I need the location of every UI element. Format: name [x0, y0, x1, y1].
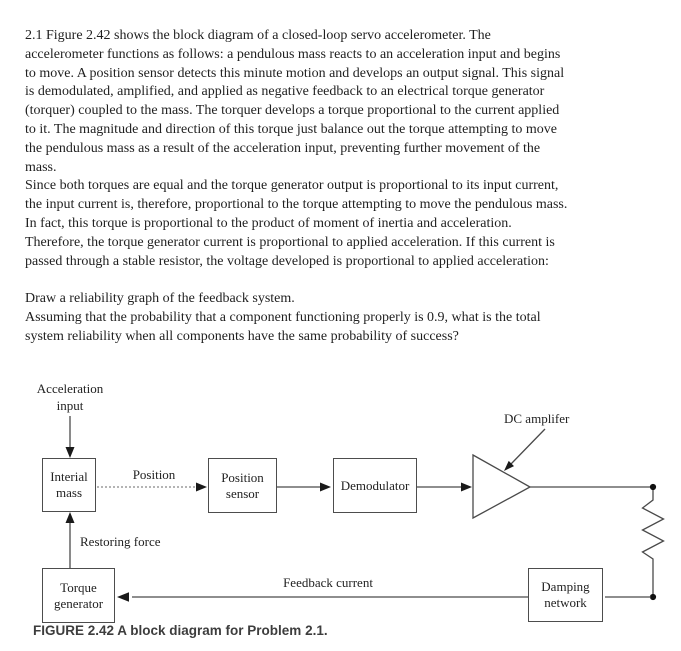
- text-line: mass.: [25, 159, 57, 175]
- text-line: In fact, this torque is proportional to the product of moment of inertia and acceleration.: [25, 215, 512, 231]
- label-line: Acceleration: [36, 381, 104, 396]
- text-line: Since both torques are equal and the torque generator output is proportional to its input current,: [25, 178, 559, 194]
- arrow-up-icon: [66, 512, 75, 523]
- text-line: passed through a stable resistor, the voltage developed is proportional to applied acceleration:: [25, 253, 549, 269]
- block-label-line: Position: [221, 469, 264, 485]
- block-label-line: Damping: [541, 579, 590, 594]
- text-line: Assuming that the probability that a component functioning properly is 0.9, what is the total: [25, 309, 541, 325]
- block-label-line: Interial: [50, 469, 88, 484]
- text-line: accelerometer functions as follows: a pendulous mass reacts to an acceleration input and begins: [25, 46, 561, 62]
- block-position-sensor: [208, 458, 277, 513]
- block-label-line: generator: [53, 595, 104, 611]
- text-line: Therefore, the torque generator current is proportional to applied acceleration. If this current is: [25, 234, 555, 250]
- text-line: (torquer) coupled to the mass. The torquer develops a torque proportional to the current applied: [25, 103, 560, 119]
- restoring-force-label: Restoring force: [80, 534, 161, 549]
- arrow-right-icon: [320, 483, 331, 492]
- feedback-current-label: Feedback current: [283, 575, 373, 590]
- arrow-left-icon: [117, 592, 129, 602]
- block-label-line: sensor: [225, 485, 260, 501]
- problem-statement: [25, 27, 675, 271]
- block-inertial-mass: [42, 458, 96, 512]
- amplifier-triangle-icon: [473, 455, 530, 518]
- figure-2-42-diagram: [0, 378, 681, 651]
- acceleration-input-label: [18, 380, 122, 414]
- block-label-line: Demodulator: [340, 477, 410, 493]
- junction-dot: [650, 484, 656, 490]
- text-line: Draw a reliability graph of the feedback system.: [25, 291, 295, 306]
- text-line: 2.1 Figure 2.42 shows the block diagram of a closed-loop servo accelerometer. The: [25, 28, 491, 43]
- label-line: input: [56, 398, 84, 413]
- question-text: [25, 290, 675, 346]
- text-line: system reliability when all components have the same probability of success?: [25, 328, 459, 344]
- arrow-right-icon: [196, 483, 207, 492]
- figure-caption: FIGURE 2.42 A block diagram for Problem 2.1.: [33, 623, 328, 638]
- arrow-down-icon: [66, 447, 75, 458]
- resistor-icon: [643, 490, 664, 594]
- block-torque-generator: [42, 568, 115, 623]
- block-label-line: Torque: [60, 579, 97, 595]
- block-label-line: network: [544, 595, 587, 610]
- text-line: to it. The magnitude and direction of this torque just balance out the torque attempting to move: [25, 121, 558, 137]
- dc-amplifier-label: DC amplifer: [504, 411, 570, 426]
- arrow-right-icon: [461, 483, 472, 492]
- text-line: is demodulated, amplified, and applied as negative feedback to an electrical torque generator: [25, 84, 545, 100]
- block-label-line: mass: [56, 485, 82, 500]
- text-line: the pendulous mass as a result of the acceleration input, preventing further movement of the: [25, 140, 541, 156]
- block-demodulator: [333, 458, 417, 513]
- text-line: the input current is, therefore, proportional to the torque attempting to move the pendulous mass.: [25, 197, 568, 213]
- dc-amplifier-pointer-line: [511, 429, 545, 464]
- text-line: to move. A position sensor detects this minute motion and develops an output signal. This signal: [25, 65, 565, 81]
- position-label: Position: [132, 467, 176, 482]
- block-damping-network: [528, 568, 603, 622]
